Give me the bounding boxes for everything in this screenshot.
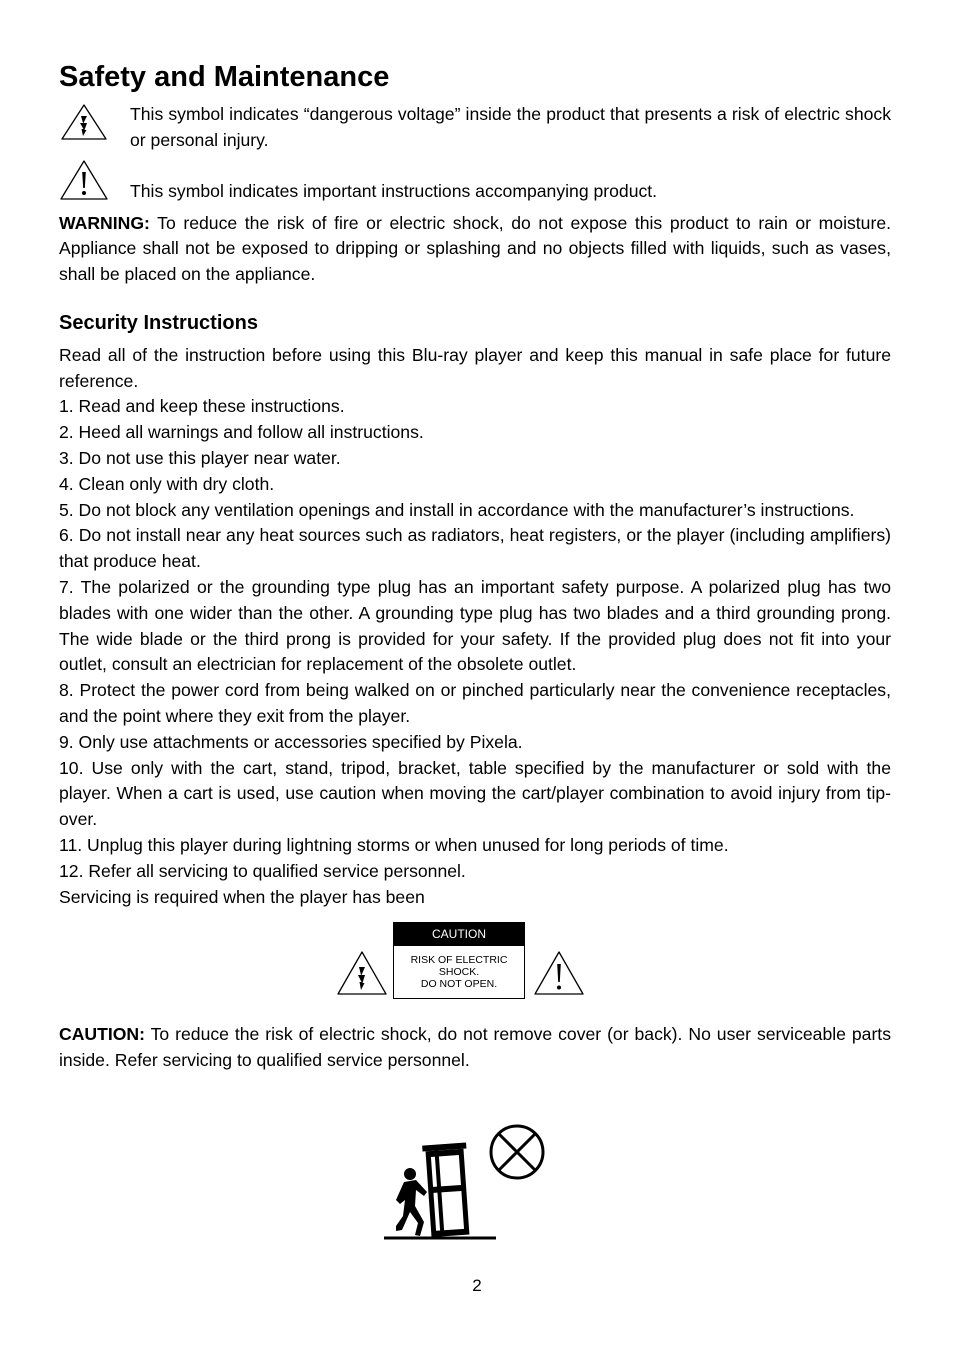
caution-label-graphic xyxy=(59,922,891,1008)
list-item: 8. Protect the power cord from being walked on or pinched particularly near the convenience receptacles, and the point where they exit from the player. xyxy=(59,680,891,727)
list-item: 12. Refer all servicing to qualified service personnel. xyxy=(59,860,466,881)
caution-text: To reduce the risk of electric shock, do not remove cover (or back). No user serviceable parts inside. Refer servicing to qualified service personnel. xyxy=(59,1024,891,1071)
list-item: 5. Do not block any ventilation openings and install in accordance with the manufacturer’s instructions. xyxy=(59,499,855,520)
symbol-instructions-text: This symbol indicates important instructions accompanying product. xyxy=(130,181,658,201)
caution-box-header: CAUTION xyxy=(394,923,524,946)
caution-box-line: DO NOT OPEN. xyxy=(420,978,498,991)
security-intro: Read all of the instruction before using this Blu-ray player and keep this manual in safe place for future reference. xyxy=(59,344,891,391)
list-item: 1. Read and keep these instructions. xyxy=(59,396,345,417)
security-heading: Security Instructions xyxy=(59,311,258,334)
page-title: Safety and Maintenance xyxy=(59,61,390,93)
exclamation-triangle-icon xyxy=(533,950,585,1001)
warning-label: WARNING: xyxy=(59,212,150,233)
list-item: 6. Do not install near any heat sources such as radiators, heat registers, or the player (including amplifiers) that produce heat. xyxy=(59,525,891,572)
warning-text: To reduce the risk of fire or electric shock, do not expose this product to rain or moisture. Appliance shall not be exposed to dripping or splashing and no objects filled with liquids, such as vases, shall be placed on the appliance. xyxy=(59,212,891,285)
warning-paragraph xyxy=(59,211,891,288)
list-item: 2. Heed all warnings and follow all instructions. xyxy=(59,422,424,443)
page-number: 2 xyxy=(472,1276,482,1295)
caution-box-line: RISK OF ELECTRIC xyxy=(410,954,508,967)
list-item: 3. Do not use this player near water. xyxy=(59,448,341,469)
symbol-row-voltage xyxy=(59,102,891,153)
symbol-voltage-text: This symbol indicates “dangerous voltage” inside the product that presents a risk of electric shock or personal injury. xyxy=(130,104,891,150)
exclamation-triangle-icon xyxy=(59,159,130,211)
lightning-triangle-icon xyxy=(59,102,130,150)
list-item: 9. Only use attachments or accessories specified by Pixela. xyxy=(59,731,523,752)
page-content xyxy=(59,58,891,1074)
servicing-text: Servicing is required when the player has been xyxy=(59,886,425,907)
symbol-row-instructions xyxy=(59,159,891,211)
list-item: 11. Unplug this player during lightning storms or when unused for long periods of time. xyxy=(59,835,729,856)
caution-box-body xyxy=(394,946,524,990)
cart-tip-over-warning-icon xyxy=(380,1120,550,1244)
caution-box-line: SHOCK. xyxy=(438,966,480,979)
caution-paragraph xyxy=(59,1022,891,1074)
list-item: 4. Clean only with dry cloth. xyxy=(59,473,275,494)
lightning-triangle-icon xyxy=(336,950,388,1001)
caution-label: CAUTION: xyxy=(59,1024,146,1045)
list-item: 10. Use only with the cart, stand, tripod, bracket, table specified by the manufacturer or sold with the player. When a cart is used, use caution when moving the cart/player combination to avoid injury from tip-over. xyxy=(59,757,891,830)
caution-box xyxy=(393,922,525,999)
list-item: 7. The polarized or the grounding type plug has an important safety purpose. A polarized plug has two blades with one wider than the other. A grounding type plug has two blades and a third grounding prong. The wide blade or the third prong is provided for your safety. If the provided plug does not fit into your outlet, consult an electrician for replacement of the obsolete outlet. xyxy=(59,577,891,675)
